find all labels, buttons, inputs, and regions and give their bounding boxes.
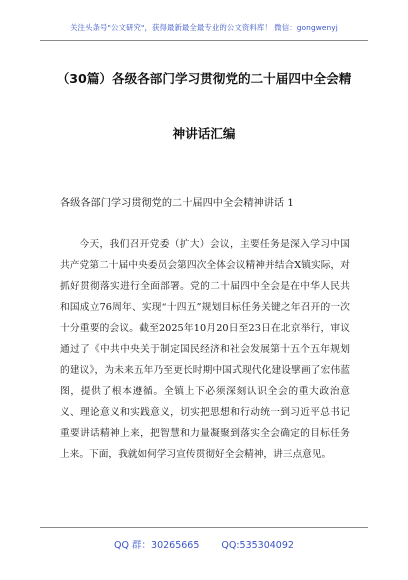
- body-paragraph: 今天，我们召开党委（扩大）会议，主要任务是深入学习中国共产党第二十届中央委员会第四次全体会议精神并结合X镇实际，对抓好贯彻落实进行全面部署。党的二十届四中全会是在中华人民共和国成立76周年、实现“十四五”规划目标任务关键之年召开的一次十分重要的会议。截至2025年10月20日至23日在北京举行，审议通过了《中共中央关于制定国民经济和社会发展第十五个五年规划的建议》，为未来五年乃至更长时期中国式现代化建设擘画了宏伟蓝图，提供了根本遵循。全镇上下必须深刻认识全会的重大政治意义、理论意义和实践意义，切实把思想和行动统一到习近平总书记重要讲话精神上来，把智慧和力量凝聚到落实全会确定的目标任务上来。下面，我就如何学习宣传贯彻好全会精神，讲三点意见。: [60, 239, 350, 460]
- header-divider: [40, 40, 368, 41]
- header-note: 关注头条号"公文研究"，获得最新最全最专业的公文资料库！ 微信：gongwenyj: [70, 23, 338, 32]
- footer: [0, 537, 408, 551]
- document-title-line-2: 神讲话汇编: [172, 126, 236, 141]
- document-title-line-1: （30篇）各级各部门学习贯彻党的二十届四中全会精: [56, 71, 352, 86]
- footer-divider: [40, 527, 368, 528]
- footer-qq: QQ:535304092: [221, 540, 294, 551]
- footer-qq-group: QQ 群：30265665: [114, 540, 200, 551]
- section-heading: 各级各部门学习贯彻党的二十届四中全会精神讲话 1: [60, 198, 294, 209]
